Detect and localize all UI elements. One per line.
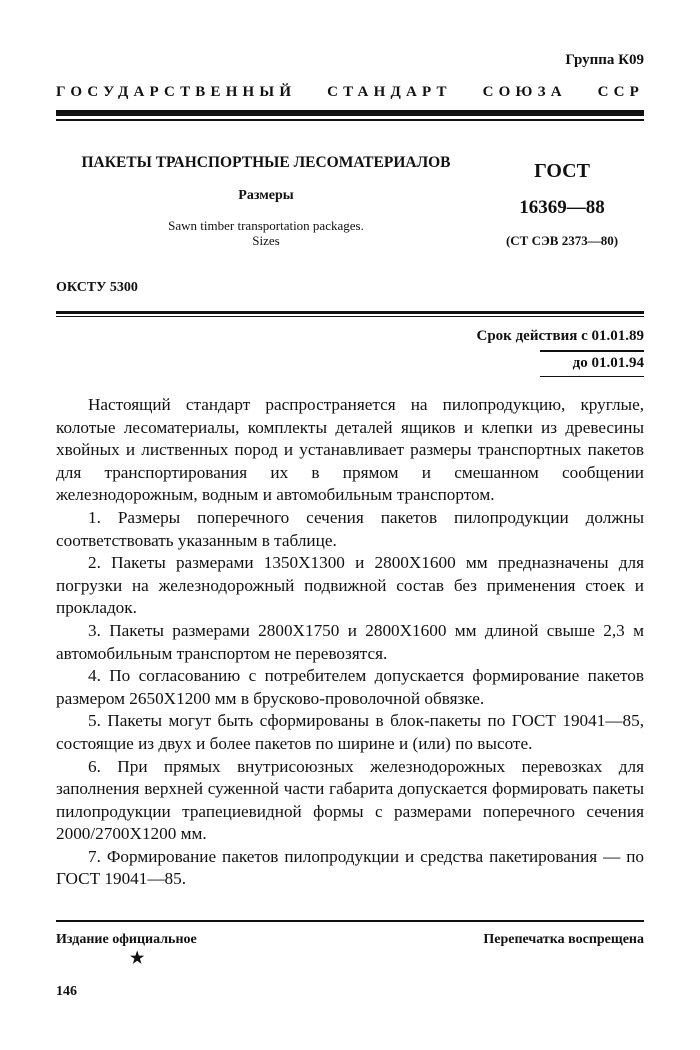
okstu-code: ОКСТУ 5300 xyxy=(56,280,138,295)
validity-to: до 01.01.94 xyxy=(572,354,644,371)
paragraph: 1. Размеры поперечного сечения пакетов пилопродукции должны соответствовать указанным в таблице. xyxy=(56,507,644,550)
paragraph: 6. При прямых внутрисоюзных железнодорожных перевозках для заполнения верхней суженной части габарита допускается формировать пакеты пилопродукции трапециевидной формы с размерами поперечного сечения 2000/2700Х1200 мм. xyxy=(56,756,644,844)
english-title-line: Sawn timber transportation packages. xyxy=(168,218,364,233)
heading-word: ГОСУДАРСТВЕННЫЙ xyxy=(56,84,297,100)
paragraph: 2. Пакеты размерами 1350Х1300 и 2800Х1600 мм предназначены для погрузки на железнодорожный подвижной состав без применения стоек и прокладок. xyxy=(56,553,644,618)
reprint-notice: Перепечатка воспрещена xyxy=(483,932,644,947)
star-icon: ★ xyxy=(130,950,145,967)
heading-word: ССР xyxy=(597,84,644,100)
gost-block xyxy=(462,160,662,249)
page-number: 146 xyxy=(56,984,77,999)
group-label: Группа К09 xyxy=(565,52,644,68)
validity-from: Срок действия с 01.01.89 xyxy=(476,328,644,344)
gost-number: 16369—88 xyxy=(519,197,605,218)
header-thin-divider xyxy=(56,119,644,121)
section-divider-thick xyxy=(56,311,644,314)
validity-divider xyxy=(540,350,644,352)
paragraph: 7. Формирование пакетов пилопродукции и средства пакетирования — по ГОСТ 19041—85. xyxy=(56,846,644,889)
paragraph: 5. Пакеты могут быть сформированы в блок-пакеты по ГОСТ 19041—85, состоящие из двух и более пакетов по ширине и (или) по высоте. xyxy=(56,711,644,753)
english-title-line: Sizes xyxy=(252,233,280,248)
state-standard-heading xyxy=(56,84,644,101)
heading-word: СТАНДАРТ xyxy=(327,84,452,100)
document-subtitle: Размеры xyxy=(238,188,294,203)
paragraph: 3. Пакеты размерами 2800Х1750 и 2800Х1600 мм длиной свыше 2,3 м автомобильным транспортом не перевозятся. xyxy=(56,620,644,663)
paragraph: Настоящий стандарт распространяется на пилопродукцию, круглые, колотые лесоматериалы, комплекты деталей ящиков и клепки из древесины хвойных и лиственных пород и устанавливает размеры транспортных пакетов для транспортирования их в прямом и смешанном сообщении железнодорожным, водным и автомобильным транспортом. xyxy=(56,395,644,505)
edition-label: Издание официальное xyxy=(56,932,197,947)
gost-label: ГОСТ xyxy=(534,160,590,182)
paragraph: 4. По согласованию с потребителем допускается формирование пакетов размером 2650Х1200 мм в брусково-проволочной обвязке. xyxy=(56,666,644,708)
footer-divider xyxy=(56,920,644,922)
heading-word: СОЮЗА xyxy=(482,84,567,100)
document-title: ПАКЕТЫ ТРАНСПОРТНЫЕ ЛЕСОМАТЕРИАЛОВ xyxy=(81,154,451,171)
header-thick-divider xyxy=(56,110,644,116)
body-text xyxy=(56,394,644,891)
title-block xyxy=(56,154,476,248)
validity-block xyxy=(477,328,645,377)
english-title xyxy=(56,218,476,248)
cmea-standard-ref: (СТ СЭВ 2373—80) xyxy=(505,233,619,248)
validity-divider xyxy=(540,376,644,378)
section-divider-thin xyxy=(56,316,644,317)
